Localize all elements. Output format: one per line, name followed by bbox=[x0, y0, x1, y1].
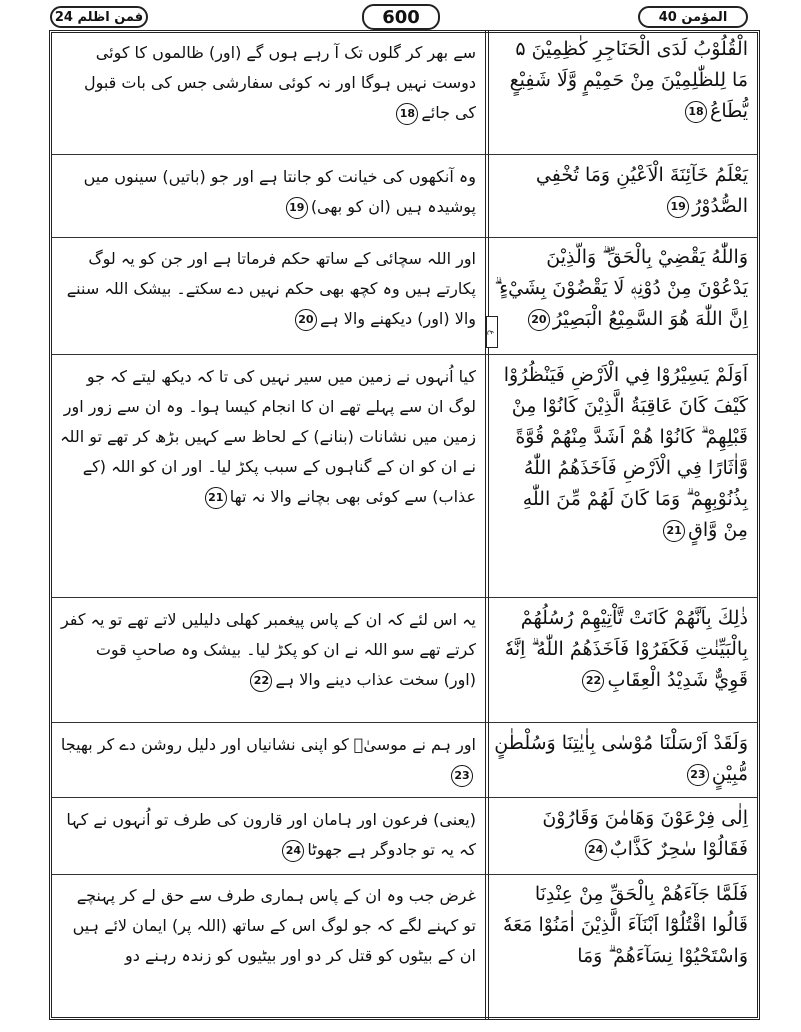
row-separator bbox=[52, 154, 757, 155]
verse-number-marker: 24 bbox=[585, 839, 607, 861]
header-right-label: المؤمن 40 bbox=[638, 6, 748, 28]
verse-arabic: فَلَمَّا جَآءَهُمْ بِالْحَقِّ مِنْ عِنْدِنَا قَالُوا اقْتُلُوْٓا اَبْنَآءَ الَّذِيْنَ اٰمَنُوْا مَعَهٗ وَاسْتَحْيُوْا نِسَآءَهُمْ ۗ وَمَا bbox=[502, 883, 748, 967]
verse-arabic: يَعْلَمُ خَآئِنَةَ الْاَعْيُنِ وَمَا تُخْفِي الصُّدُوْرُ19 bbox=[535, 164, 748, 217]
verse-arabic: وَاللّٰهُ يَقْضِيْ بِالْحَقِّ ۗ وَالَّذِيْنَ يَدْعُوْنَ مِنْ دُوْنِهٖ لَا يَقْضُوْنَ بِشَيْءٍ ۗ اِنَّ اللّٰهَ هُوَ السَّمِيْعُ الْبَصِيْرُ20 bbox=[494, 246, 748, 330]
verse-arabic: اَوَلَمْ يَسِيْرُوْا فِي الْاَرْضِ فَيَنْظُرُوْا كَيْفَ كَانَ عَاقِبَةُ الَّذِيْنَ كَانُوْا مِنْ قَبْلِهِمْ ۗ كَانُوْا هُمْ اَشَدَّ مِنْهُمْ قُوَّةً وَّاٰثَارًا فِي الْاَرْضِ فَاَخَذَهُمُ اللّٰهُ بِذُنُوْبِهِمْ ۗ وَمَا كَانَ لَهُمْ مِّنَ اللّٰهِ مِنْ وَّاقٍ21 bbox=[503, 364, 748, 541]
row-separator bbox=[52, 722, 757, 723]
verse-translation: غرض جب وہ ان کے پاس ہماری طرف سے حق لے کر پہنچے تو کہنے لگے کہ جو لوگ اس کے ساتھ (اللہ پر) ایمان لائے ہیں ان کے بیٹوں کو قتل کر دو اور بیٹیوں کو زندہ رہنے دو bbox=[72, 886, 476, 965]
verse-number-marker: 20 bbox=[295, 309, 317, 331]
verse-number-marker: 21 bbox=[663, 520, 685, 542]
verse-number-marker: 22 bbox=[250, 670, 272, 692]
verse-number-marker: 18 bbox=[396, 103, 418, 125]
verse-arabic: ذٰلِكَ بِاَنَّهُمْ كَانَتْ تَّاْتِيْهِمْ رُسُلُهُمْ بِالْبَيِّنٰتِ فَكَفَرُوْا فَاَخَذَهُمُ اللّٰهُ ۗ اِنَّهٗ قَوِيٌّ شَدِيْدُ الْعِقَابِ22 bbox=[504, 607, 748, 691]
verse-translation: (یعنی) فرعون اور ہامان اور قارون کی طرف تو اُنہوں نے کہا کہ یہ تو جادوگر ہے جھوٹا24 bbox=[54, 805, 482, 872]
verse-translation: کیا اُنہوں نے زمین میں سیر نہیں کی تا کہ دیکھ لیتے کہ جو لوگ ان سے پہلے تھے ان کا انجام کیسا ہوا۔ وہ ان سے زور اور زمین میں نشانات (بنانے) کے لحاظ سے کہیں بڑھ کر تھے تو اللہ نے ان کو ان کے گناہوں کے سبب پکڑ لیا۔ اور ان کو اللہ (کے عذاب) سے کوئی بھی بچانے والا نہ تھا21 bbox=[54, 362, 482, 595]
ruku-mark: ع bbox=[486, 316, 498, 348]
header-left-label: فمن اظلم 24 bbox=[50, 6, 148, 28]
verse-number-marker: 23 bbox=[687, 764, 709, 786]
verse-translation: یہ اس لئے کہ ان کے پاس پیغمبر کھلی دلیلیں لاتے تھے تو یہ کفر کرتے تھے سو اللہ نے ان کو پکڑ لیا۔ بیشک وہ صاحبِ قوت (اور) سخت عذاب دینے والا ہے22 bbox=[54, 605, 482, 720]
verse-translation: اور ہم نے موسیٰؑ کو اپنی نشانیاں اور دلیل روشن دے کر بھیجا23 bbox=[54, 730, 482, 795]
row-separator bbox=[52, 597, 757, 598]
row-separator bbox=[52, 874, 757, 875]
verse-arabic: وَلَقَدْ اَرْسَلْنَا مُوْسٰى بِاٰيٰتِنَا وَسُلْطٰنٍ مُّبِيْنٍ23 bbox=[494, 732, 748, 785]
verse-arabic: اِلٰى فِرْعَوْنَ وَهَامٰنَ وَقَارُوْنَ فَقَالُوْا سٰحِرٌ كَذَّابٌ24 bbox=[542, 807, 748, 860]
verse-number-marker: 19 bbox=[286, 197, 308, 219]
verse-number-marker: 23 bbox=[451, 765, 473, 787]
verse-number-marker: 18 bbox=[685, 101, 707, 123]
verse-number-marker: 24 bbox=[282, 840, 304, 862]
page-number: 600 bbox=[362, 4, 440, 30]
verse-translation: سے بھر کر گلوں تک آ رہے ہوں گے (اور) ظالموں کا کوئی دوست نہیں ہوگا اور نہ کوئی سفارشی جس کی بات قبول کی جائے18 bbox=[54, 38, 482, 152]
column-divider bbox=[485, 30, 489, 1020]
row-separator bbox=[52, 237, 757, 238]
verse-number-marker: 19 bbox=[667, 196, 689, 218]
verse-number-marker: 22 bbox=[582, 670, 604, 692]
row-separator bbox=[52, 354, 757, 355]
verse-number-marker: 21 bbox=[205, 487, 227, 509]
verse-translation: وہ آنکھوں کی خیانت کو جانتا ہے اور جو (باتیں) سینوں میں پوشیدہ ہیں (ان کو بھی)19 bbox=[54, 162, 482, 235]
verse-arabic: الْقُلُوْبُ لَدَى الْحَنَاجِرِ كٰظِمِيْنَ ۵ مَا لِلظّٰلِمِيْنَ مِنْ حَمِيْمٍ وَّلَا شَفِيْعٍ يُّطَاعُ18 bbox=[509, 38, 748, 122]
verse-number-marker: 20 bbox=[528, 309, 550, 331]
verse-translation: اور اللہ سچائی کے ساتھ حکم فرماتا ہے اور جن کو یہ لوگ پکارتے ہیں وہ کچھ بھی حکم نہیں دے سکتے۔ بیشک اللہ سننے والا (اور) دیکھنے والا ہے20 bbox=[54, 244, 482, 352]
row-separator bbox=[52, 797, 757, 798]
